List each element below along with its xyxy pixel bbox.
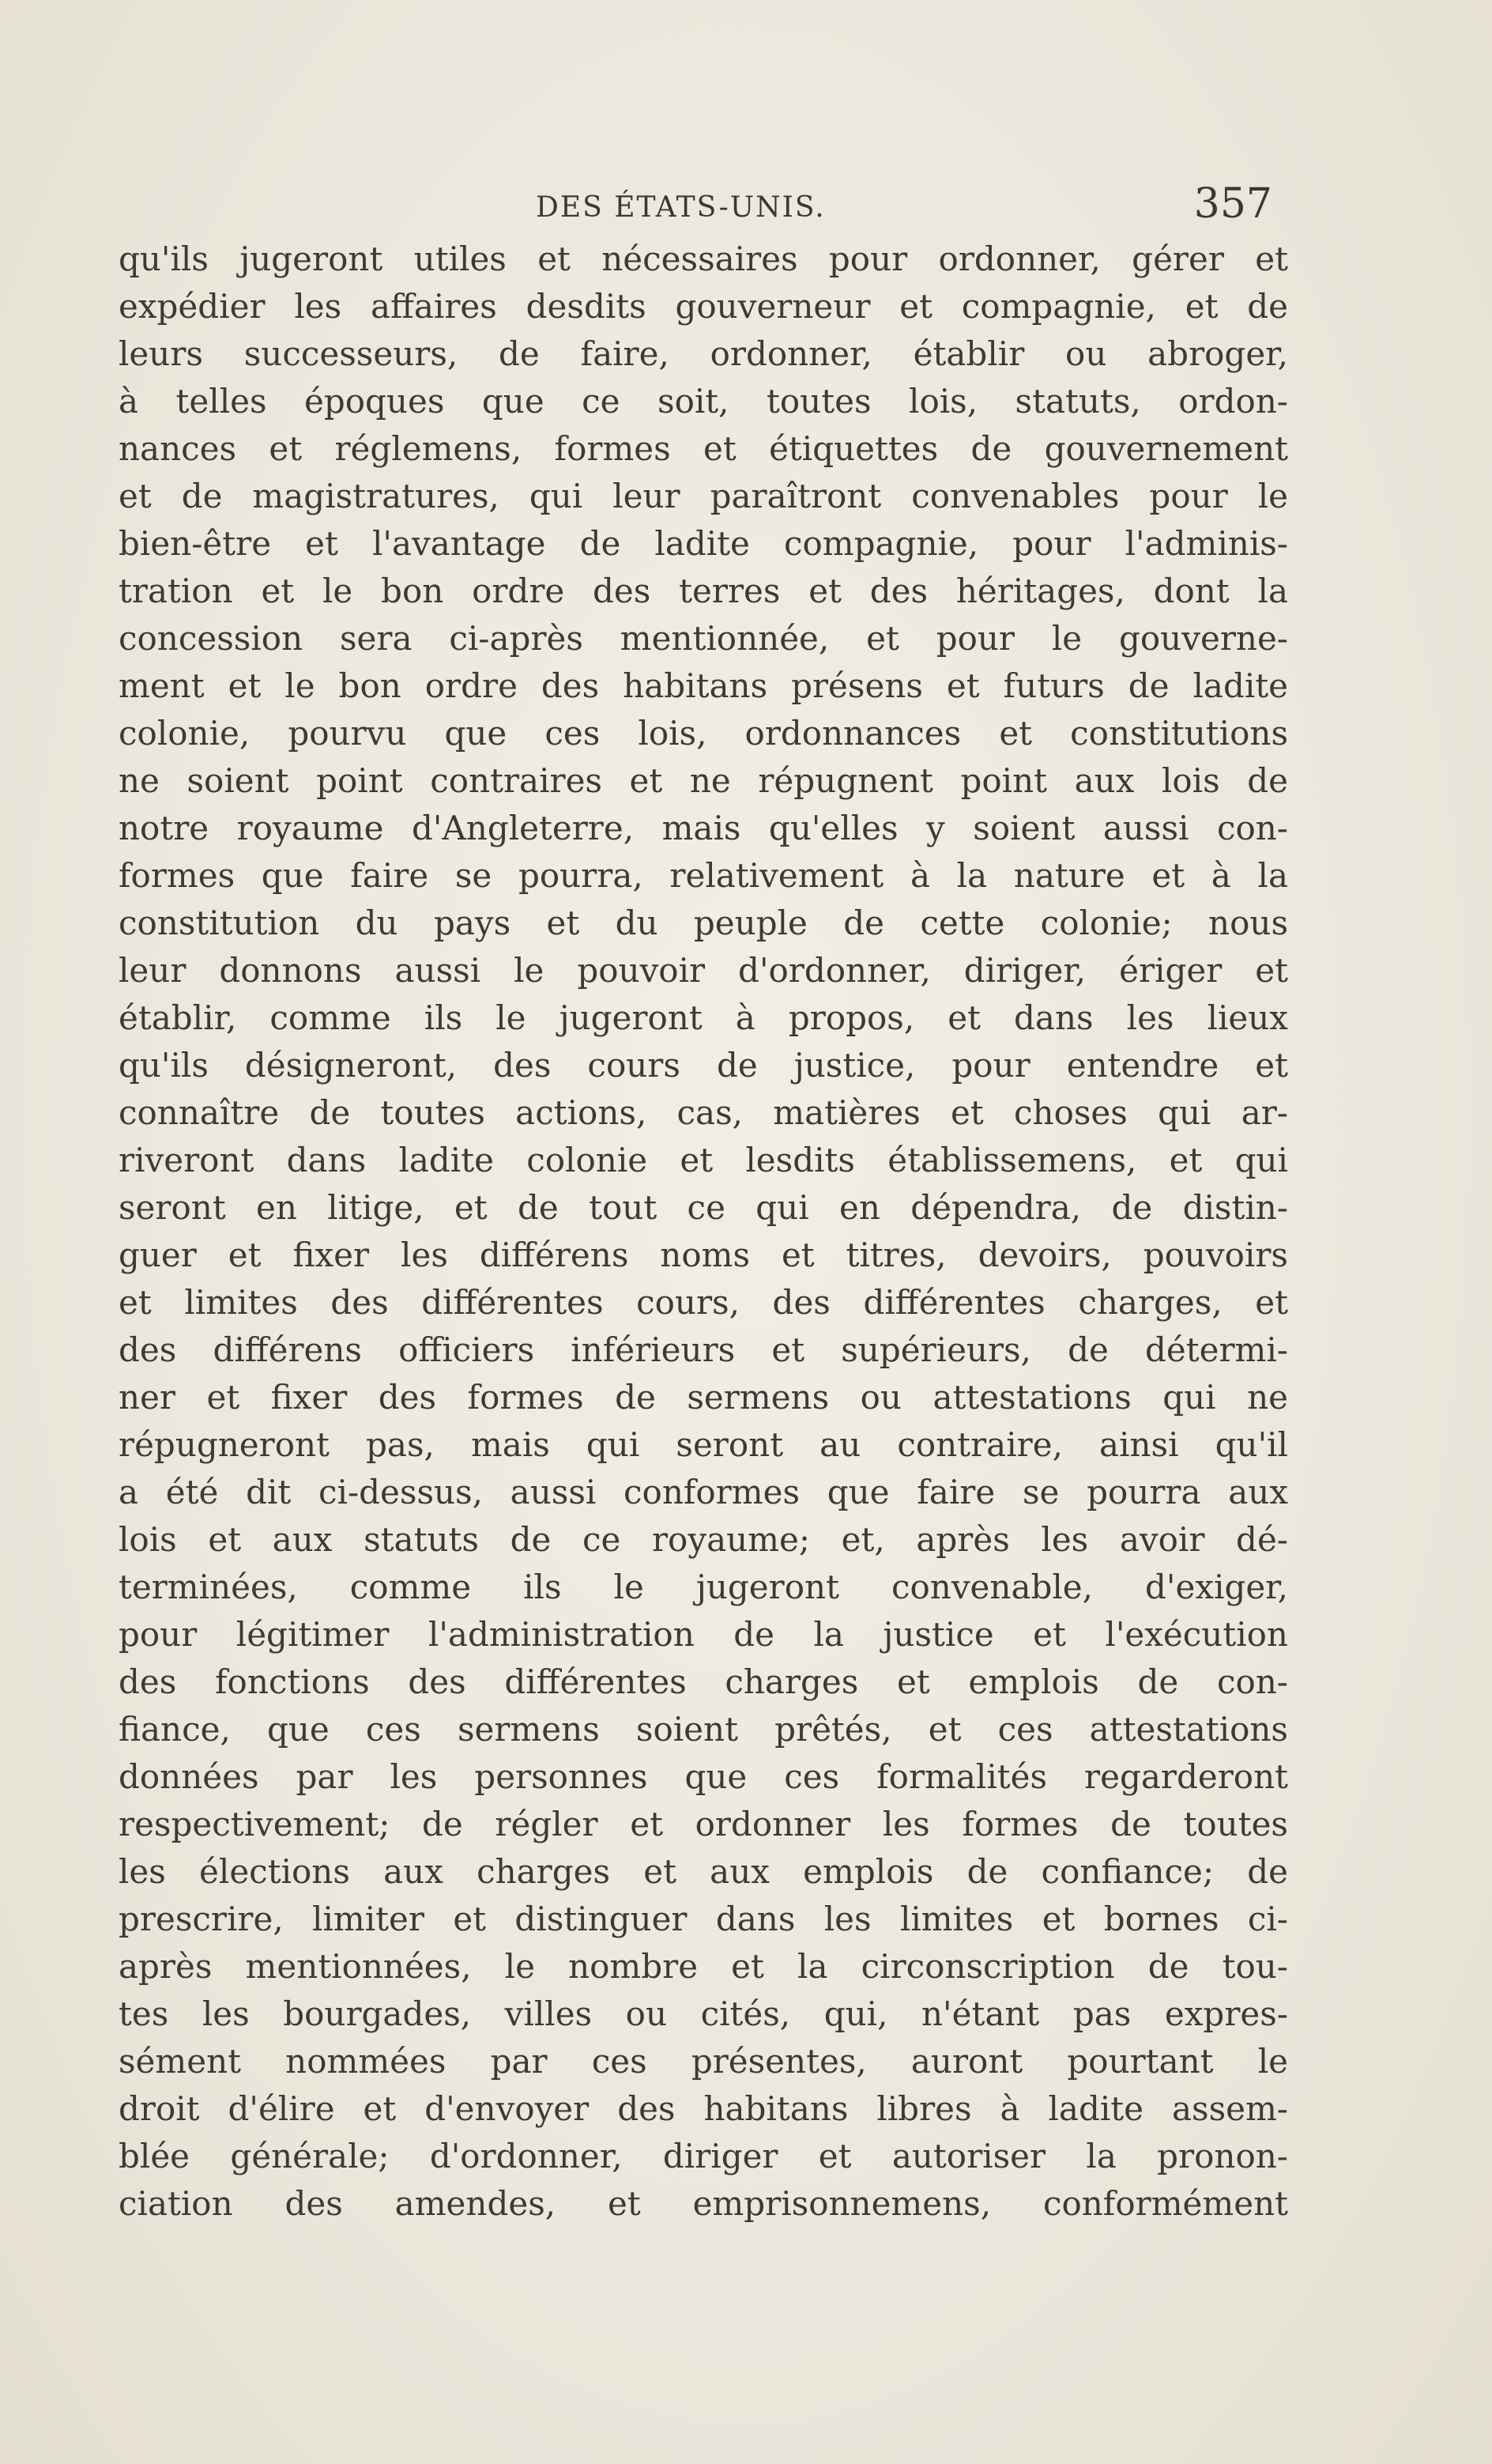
text-line: ner et fixer des formes de sermens ou attestations qui ne [119, 1378, 1288, 1417]
text-line: et de magistratures, qui leur paraîtront convenables pour le [119, 477, 1288, 515]
text-line: bien-être et l'avantage de ladite compagnie, pour l'adminis- [119, 524, 1288, 563]
text-line: nances et réglemens, formes et étiquettes de gouvernement [119, 429, 1288, 468]
text-line: ciation des amendes, et emprisonnemens, conformément [119, 2184, 1288, 2223]
text-line: blée générale; d'ordonner, diriger et autoriser la pronon- [119, 2137, 1288, 2175]
text-line: ne soient point contraires et ne répugnent point aux lois de [119, 761, 1288, 800]
text-line: établir, comme ils le jugeront à propos, et dans les lieux [119, 998, 1288, 1037]
text-line: sément nommées par ces présentes, auront pourtant le [119, 2042, 1288, 2081]
text-line: a été dit ci-dessus, aussi conformes que faire se pourra aux [119, 1473, 1288, 1511]
text-line: respectivement; de régler et ordonner les formes de toutes [119, 1805, 1288, 1843]
text-line: droit d'élire et d'envoyer des habitans libres à ladite assem- [119, 2089, 1288, 2128]
text-line: lois et aux statuts de ce royaume; et, après les avoir dé- [119, 1520, 1288, 1559]
text-line: les élections aux charges et aux emplois de confiance; de [119, 1852, 1288, 1891]
text-line: tes les bourgades, villes ou cités, qui, n'étant pas expres- [119, 1994, 1288, 2033]
text-line: données par les personnes que ces formalités regarderont [119, 1757, 1288, 1796]
text-line: ment et le bon ordre des habitans présens et futurs de ladite [119, 666, 1288, 705]
text-line: leurs successeurs, de faire, ordonner, établir ou abroger, [119, 334, 1288, 373]
text-line: seront en litige, et de tout ce qui en dépendra, de distin- [119, 1188, 1288, 1227]
text-line: notre royaume d'Angleterre, mais qu'elles y soient aussi con- [119, 809, 1288, 847]
text-line: colonie, pourvu que ces lois, ordonnances et constitutions [119, 714, 1288, 753]
text-line: qu'ils désigneront, des cours de justice, pour entendre et [119, 1046, 1288, 1085]
text-line: et limites des différentes cours, des différentes charges, et [119, 1283, 1288, 1322]
text-line: connaître de toutes actions, cas, matières et choses qui ar- [119, 1093, 1288, 1132]
text-line: expédier les affaires desdits gouverneur et compagnie, et de [119, 287, 1288, 326]
body-text [119, 236, 1288, 2228]
text-line: fiance, que ces sermens soient prêtés, et ces attestations [119, 1710, 1288, 1749]
text-line: prescrire, limiter et distinguer dans les limites et bornes ci- [119, 1900, 1288, 1938]
text-line: des fonctions des différentes charges et emplois de con- [119, 1662, 1288, 1701]
text-line: formes que faire se pourra, relativement à la nature et à la [119, 856, 1288, 895]
text-line: qu'ils jugeront utiles et nécessaires pour ordonner, gérer et [119, 240, 1288, 278]
text-line: à telles époques que ce soit, toutes lois, statuts, ordon- [119, 382, 1288, 421]
text-line: guer et fixer les différens noms et titres, devoirs, pouvoirs [119, 1236, 1288, 1274]
text-line: leur donnons aussi le pouvoir d'ordonner, diriger, ériger et [119, 951, 1288, 990]
text-line: répugneront pas, mais qui seront au contraire, ainsi qu'il [119, 1425, 1288, 1464]
text-line: des différens officiers inférieurs et supérieurs, de détermi- [119, 1330, 1288, 1369]
text-line: riveront dans ladite colonie et lesdits établissemens, et qui [119, 1141, 1288, 1179]
text-line: après mentionnées, le nombre et la circonscription de tou- [119, 1947, 1288, 1986]
running-head: DES ÉTATS-UNIS. [536, 191, 826, 224]
text-line: terminées, comme ils le jugeront convenable, d'exiger, [119, 1568, 1288, 1606]
text-line: pour légitimer l'administration de la justice et l'exécution [119, 1615, 1288, 1654]
page-header [119, 180, 1288, 236]
text-line: concession sera ci-après mentionnée, et pour le gouverne- [119, 619, 1288, 658]
page-number: 357 [1193, 180, 1272, 228]
text-line: constitution du pays et du peuple de cette colonie; nous [119, 904, 1288, 942]
text-line: tration et le bon ordre des terres et des héritages, dont la [119, 572, 1288, 610]
